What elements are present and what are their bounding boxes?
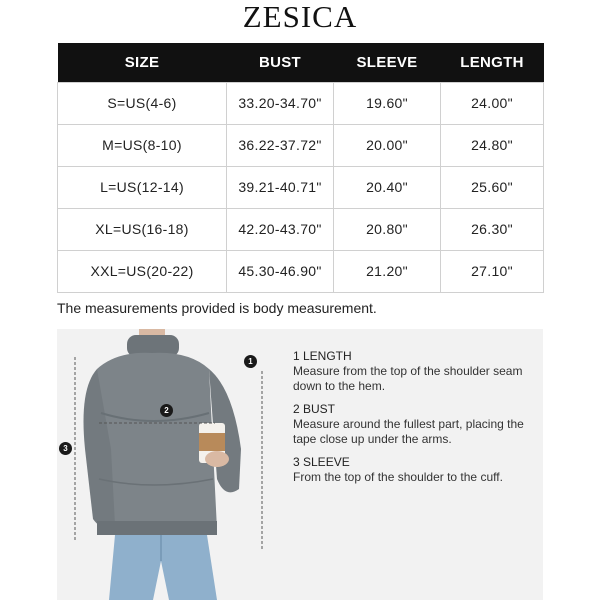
length-cell: 25.60" bbox=[441, 166, 544, 208]
column-header-size: SIZE bbox=[58, 43, 227, 82]
bust-cell: 36.22-37.72" bbox=[227, 124, 334, 166]
sleeve-cell: 21.20" bbox=[334, 250, 441, 292]
length-heading: 1 LENGTH bbox=[293, 349, 352, 363]
size-cell: XXL=US(20-22) bbox=[58, 250, 227, 292]
size-cell: S=US(4-6) bbox=[58, 82, 227, 124]
length-cell: 24.80" bbox=[441, 124, 544, 166]
marker-sleeve: 3 bbox=[59, 442, 72, 455]
size-cell: M=US(8-10) bbox=[58, 124, 227, 166]
table-row bbox=[58, 166, 544, 208]
size-cell: XL=US(16-18) bbox=[58, 208, 227, 250]
measurement-guide-panel bbox=[57, 329, 543, 600]
sleeve-heading: 3 SLEEVE bbox=[293, 455, 350, 469]
bust-description: Measure around the fullest part, placing the tape close up under the arms. bbox=[293, 417, 524, 446]
sleeve-description: From the top of the shoulder to the cuff. bbox=[293, 470, 503, 484]
column-header-length: LENGTH bbox=[441, 43, 544, 82]
table-row bbox=[58, 250, 544, 292]
size-cell: L=US(12-14) bbox=[58, 166, 227, 208]
length-cell: 27.10" bbox=[441, 250, 544, 292]
table-row bbox=[58, 82, 544, 124]
bust-cell: 39.21-40.71" bbox=[227, 166, 334, 208]
measurement-note: The measurements provided is body measurement. bbox=[57, 300, 377, 316]
brand-logo: ZESICA bbox=[242, 0, 358, 34]
marker-length: 1 bbox=[244, 355, 257, 368]
length-description: Measure from the top of the shoulder seam down to the hem. bbox=[293, 364, 523, 393]
table-header-row bbox=[58, 43, 544, 82]
sleeve-cell: 20.80" bbox=[334, 208, 441, 250]
bust-cell: 33.20-34.70" bbox=[227, 82, 334, 124]
table-row bbox=[58, 124, 544, 166]
length-cell: 26.30" bbox=[441, 208, 544, 250]
column-header-bust: BUST bbox=[227, 43, 334, 82]
bust-heading: 2 BUST bbox=[293, 402, 336, 416]
sleeve-instruction bbox=[293, 455, 543, 485]
marker-bust: 2 bbox=[160, 404, 173, 417]
size-chart-table bbox=[57, 43, 544, 293]
measurement-instructions bbox=[293, 349, 543, 493]
model-photo bbox=[57, 329, 307, 600]
sleeve-cell: 19.60" bbox=[334, 82, 441, 124]
sleeve-cell: 20.00" bbox=[334, 124, 441, 166]
table-row bbox=[58, 208, 544, 250]
length-cell: 24.00" bbox=[441, 82, 544, 124]
length-instruction bbox=[293, 349, 543, 394]
column-header-sleeve: SLEEVE bbox=[334, 43, 441, 82]
bust-cell: 42.20-43.70" bbox=[227, 208, 334, 250]
sleeve-cell: 20.40" bbox=[334, 166, 441, 208]
bust-instruction bbox=[293, 402, 543, 447]
bust-cell: 45.30-46.90" bbox=[227, 250, 334, 292]
